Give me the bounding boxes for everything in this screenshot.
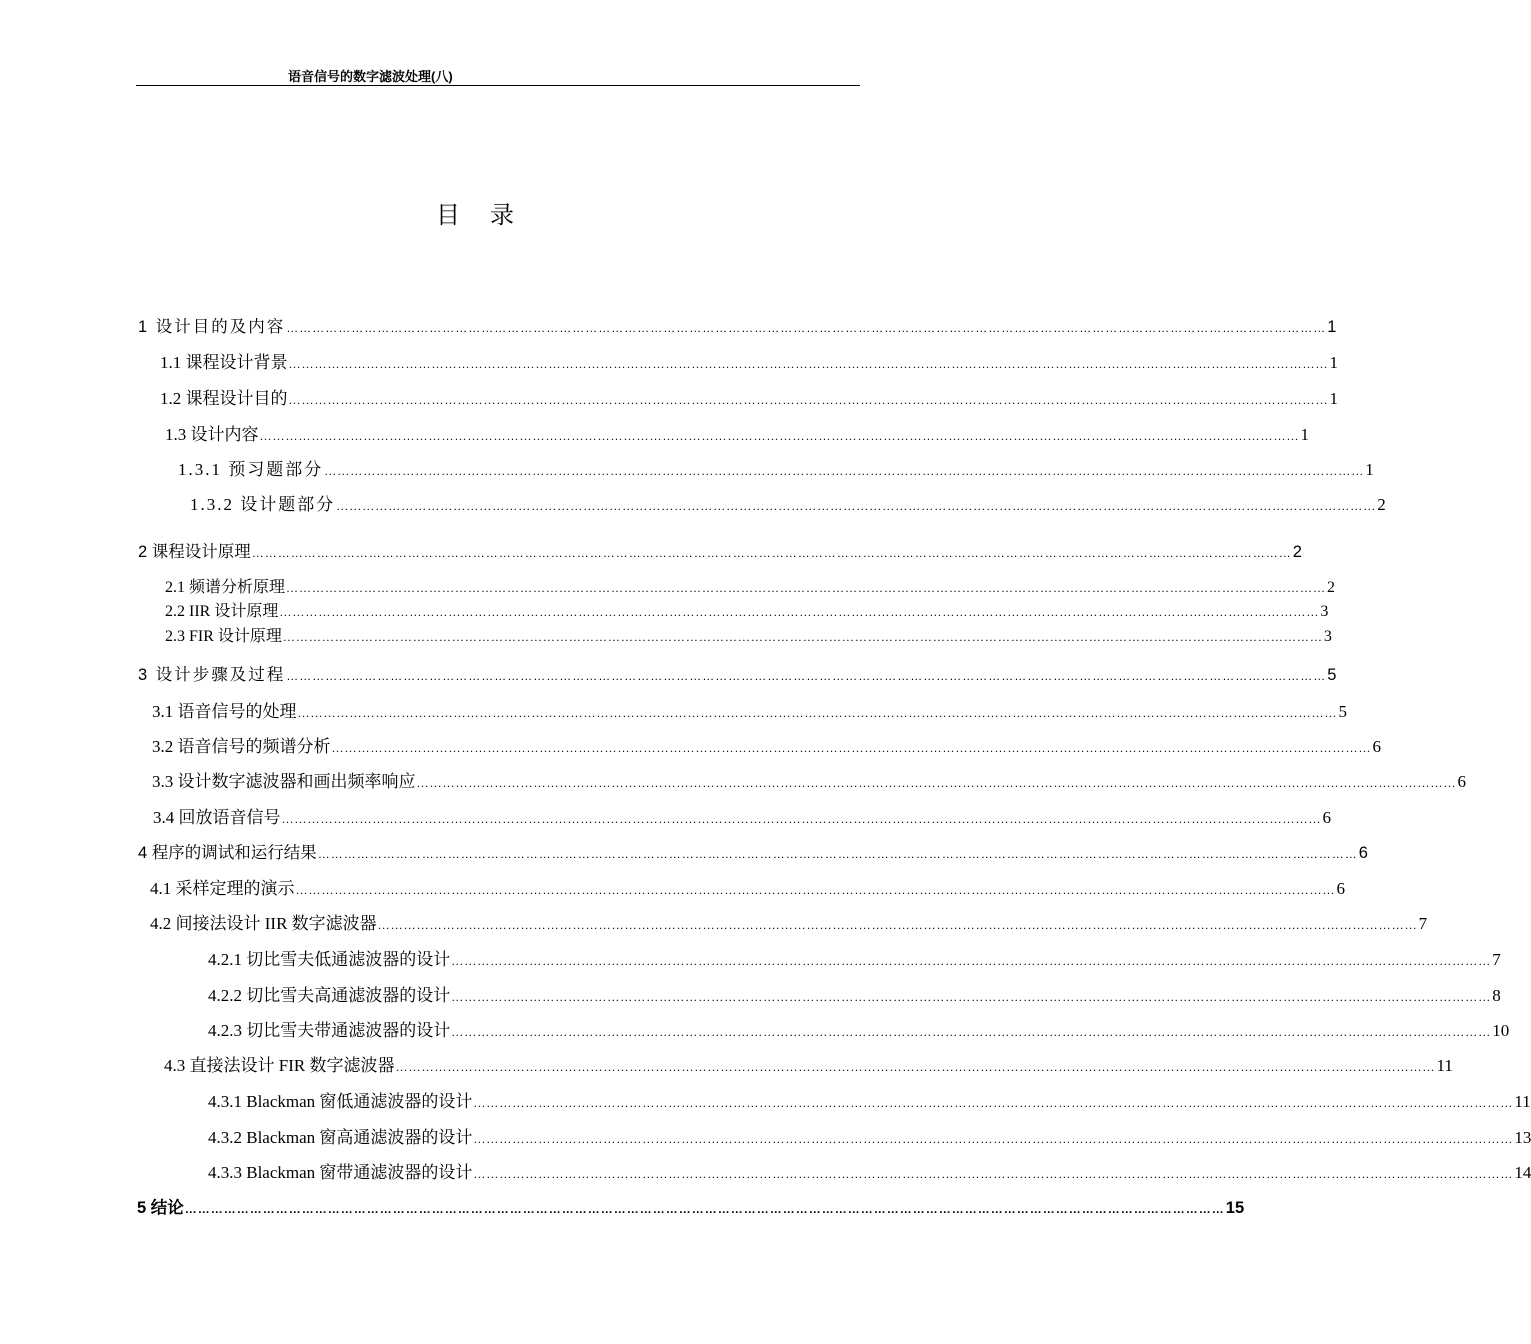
- toc-leader: ……………………………………………………………………………………………………………………………………………………………………………………………………………………: [451, 954, 1492, 968]
- toc-leader: ……………………………………………………………………………………………………………………………………………………………………………………………………………………: [251, 546, 1292, 560]
- toc-entry[interactable]: [208, 1158, 1531, 1182]
- toc-leader: ……………………………………………………………………………………………………………………………………………………………………………………………………………………: [288, 357, 1329, 371]
- toc-entry-label: 1 设计目的及内容: [138, 318, 286, 336]
- toc-entry[interactable]: [208, 945, 1501, 969]
- toc-entry-page: 8: [1492, 986, 1501, 1005]
- toc-leader: ……………………………………………………………………………………………………………………………………………………………………………………………………………………: [297, 706, 1338, 720]
- toc-entry-label: 3 设计步骤及过程: [138, 666, 286, 684]
- toc-entry[interactable]: [208, 1087, 1531, 1111]
- header-rule: [136, 85, 860, 86]
- toc-entry[interactable]: [138, 313, 1337, 337]
- toc-entry[interactable]: [178, 455, 1374, 479]
- toc-entry-label: 3.1 语音信号的处理: [152, 702, 297, 721]
- toc-entry-page: 7: [1418, 914, 1428, 933]
- toc-leader: ……………………………………………………………………………………………………………………………………………………………………………………………………………………: [416, 776, 1457, 790]
- toc-entry-page: 11: [1514, 1092, 1531, 1111]
- toc-leader: ……………………………………………………………………………………………………………………………………………………………………………………………………………………: [317, 847, 1358, 861]
- toc-entry-label: 4 程序的调试和运行结果: [138, 844, 317, 862]
- toc-leader: ……………………………………………………………………………………………………………………………………………………………………………………………………………………: [473, 1096, 1514, 1110]
- toc-entry[interactable]: [208, 1123, 1531, 1147]
- toc-entry[interactable]: [152, 697, 1347, 721]
- toc-entry-page: 6: [1336, 879, 1345, 898]
- toc-leader: ……………………………………………………………………………………………………………………………………………………………………………………………………………………: [395, 1060, 1436, 1074]
- toc-entry-page: 2: [1292, 543, 1302, 561]
- toc-entry[interactable]: [138, 538, 1302, 562]
- toc-entry[interactable]: [208, 1016, 1510, 1040]
- toc-entry-page: 5: [1338, 702, 1347, 721]
- toc-leader: ……………………………………………………………………………………………………………………………………………………………………………………………………………………: [451, 1025, 1492, 1039]
- toc-entry-page: 6: [1372, 737, 1381, 756]
- toc-leader: ……………………………………………………………………………………………………………………………………………………………………………………………………………………: [336, 499, 1377, 513]
- toc-entry[interactable]: [165, 574, 1336, 598]
- toc-leader: ……………………………………………………………………………………………………………………………………………………………………………………………………………………: [259, 429, 1300, 443]
- toc-leader: ……………………………………………………………………………………………………………………………………………………………………………………………………………………: [286, 321, 1327, 335]
- toc-leader: ……………………………………………………………………………………………………………………………………………………………………………………………………………………: [451, 990, 1492, 1004]
- toc-leader: ……………………………………………………………………………………………………………………………………………………………………………………………………………………: [286, 669, 1327, 683]
- toc-entry-label: 1.2 课程设计目的: [160, 389, 288, 408]
- toc-entry-page: 1: [1300, 425, 1309, 444]
- toc-entry-label: 4.1 采样定理的演示: [150, 879, 295, 898]
- toc-entry-page: 11: [1436, 1056, 1453, 1075]
- toc-entry-label: 4.2.2 切比雪夫高通滤波器的设计: [208, 986, 451, 1005]
- toc-leader: ……………………………………………………………………………………………………………………………………………………………………………………………………………………: [281, 812, 1322, 826]
- toc-entry-page: 14: [1514, 1163, 1531, 1182]
- toc-entry[interactable]: [165, 623, 1332, 647]
- toc-entry-page: 6: [1322, 808, 1331, 827]
- toc-entry-page: 5: [1327, 666, 1337, 684]
- toc-entry-page: 6: [1457, 772, 1466, 791]
- toc-leader: ……………………………………………………………………………………………………………………………………………………………………………………………………………………: [295, 883, 1336, 897]
- toc-entry[interactable]: [153, 803, 1331, 827]
- toc-leader: ……………………………………………………………………………………………………………………………………………………………………………………………………………………: [286, 581, 1327, 595]
- toc-entry-label: 2 课程设计原理: [138, 543, 251, 561]
- toc-entry-label: 1.1 课程设计背景: [160, 353, 288, 372]
- toc-title: 目录: [436, 202, 544, 229]
- toc-leader: ……………………………………………………………………………………………………………………………………………………………………………………………………………………: [288, 393, 1329, 407]
- toc-leader: ……………………………………………………………………………………………………………………………………………………………………………………………………………………: [377, 918, 1418, 932]
- toc-entry[interactable]: [138, 661, 1337, 685]
- toc-entry-label: 4.2.3 切比雪夫带通滤波器的设计: [208, 1021, 451, 1040]
- toc-leader: ……………………………………………………………………………………………………………………………………………………………………………………………………………………: [184, 1202, 1225, 1216]
- toc-entry-page: 6: [1358, 844, 1368, 862]
- toc-leader: ……………………………………………………………………………………………………………………………………………………………………………………………………………………: [324, 464, 1365, 478]
- toc-entry[interactable]: [160, 384, 1338, 408]
- toc-entry-label: 1.3 设计内容: [165, 425, 259, 444]
- toc-entry-label: 3.3 设计数字滤波器和画出频率响应: [152, 772, 416, 791]
- toc-entry-label: 2.1 频谱分析原理: [165, 579, 286, 596]
- toc-entry[interactable]: [137, 1194, 1245, 1218]
- toc-entry-page: 1: [1327, 318, 1337, 336]
- toc-entry[interactable]: [165, 420, 1309, 444]
- toc-entry-page: 2: [1377, 495, 1386, 514]
- toc-entry-label: 3.4 回放语音信号: [153, 808, 281, 827]
- toc-entry-page: 1: [1365, 460, 1374, 479]
- toc-entry-page: 1: [1329, 389, 1338, 408]
- toc-entry-page: 13: [1514, 1128, 1531, 1147]
- toc-leader: ……………………………………………………………………………………………………………………………………………………………………………………………………………………: [473, 1167, 1514, 1181]
- toc-entry-page: 1: [1329, 353, 1338, 372]
- toc-entry-page: 3: [1323, 628, 1332, 645]
- toc-entry-label: 4.3.3 Blackman 窗带通滤波器的设计: [208, 1163, 473, 1182]
- toc-entry-label: 4.2 间接法设计 IIR 数字滤波器: [150, 914, 377, 933]
- toc-entry-label: 2.3 FIR 设计原理: [165, 628, 282, 645]
- toc-entry-label: 4.2.1 切比雪夫低通滤波器的设计: [208, 950, 451, 969]
- toc-entry[interactable]: [208, 981, 1501, 1005]
- toc-entry-label: 4.3 直接法设计 FIR 数字滤波器: [164, 1056, 395, 1075]
- toc-entry-page: 3: [1320, 603, 1329, 620]
- toc-entry-label: 5 结论: [137, 1199, 184, 1217]
- toc-entry[interactable]: [138, 839, 1368, 863]
- toc-entry[interactable]: [165, 598, 1329, 622]
- toc-entry[interactable]: [164, 1051, 1453, 1075]
- toc-entry[interactable]: [160, 348, 1338, 372]
- toc-leader: ……………………………………………………………………………………………………………………………………………………………………………………………………………………: [473, 1132, 1514, 1146]
- toc-entry-label: 1.3.1 预习题部分: [178, 460, 324, 479]
- toc-entry-label: 3.2 语音信号的频谱分析: [152, 737, 331, 756]
- toc-leader: ……………………………………………………………………………………………………………………………………………………………………………………………………………………: [282, 630, 1323, 644]
- toc-entry[interactable]: [190, 490, 1386, 514]
- toc-entry-label: 4.3.2 Blackman 窗高通滤波器的设计: [208, 1128, 473, 1147]
- toc-entry-page: 2: [1327, 579, 1336, 596]
- toc-entry-label: 4.3.1 Blackman 窗低通滤波器的设计: [208, 1092, 473, 1111]
- toc-entry[interactable]: [150, 909, 1428, 933]
- toc-entry-label: 1.3.2 设计题部分: [190, 495, 336, 514]
- toc-entry[interactable]: [150, 874, 1345, 898]
- toc-leader: ……………………………………………………………………………………………………………………………………………………………………………………………………………………: [279, 605, 1320, 619]
- running-header: 语音信号的数字滤波处理(八): [288, 69, 453, 84]
- toc-leader: ……………………………………………………………………………………………………………………………………………………………………………………………………………………: [331, 741, 1372, 755]
- toc-entry-page: 10: [1492, 1021, 1510, 1040]
- toc-entry[interactable]: [152, 732, 1381, 756]
- toc-entry[interactable]: [152, 767, 1466, 791]
- toc-entry-page: 15: [1225, 1199, 1245, 1217]
- toc-entry-label: 2.2 IIR 设计原理: [165, 603, 279, 620]
- toc-entry-page: 7: [1492, 950, 1501, 969]
